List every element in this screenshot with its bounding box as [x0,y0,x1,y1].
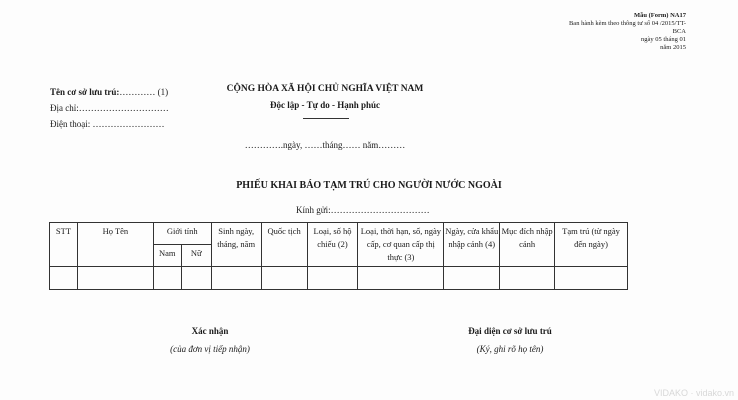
col-nationality: Quốc tịch [261,223,307,267]
phone-field: Điện thoại: …………………… [50,119,165,129]
col-visa: Loại, thời hạn, số, ngày cấp, cơ quan cấp thị thực (3) [358,223,444,267]
col-male: Nam [153,245,181,267]
col-stay: Tạm trú (từ ngày đến ngày) [555,223,628,267]
col-purpose: Mục đích nhập cảnh [500,223,555,267]
col-entry: Ngày, cửa khẩu nhập cảnh (4) [444,223,500,267]
col-gender: Giới tính [153,223,211,245]
form-ref-line3: ngày 05 tháng 01 [641,36,686,43]
confirmation-block [150,326,270,354]
form-ref-line4: năm 2015 [660,44,686,51]
form-reference [569,12,686,52]
national-title: CỘNG HÒA XÃ HỘI CHỦ NGHĨA VIỆT NAM [226,84,424,94]
confirmation-subtitle: (của đơn vị tiếp nhận) [170,344,250,354]
col-dob: Sinh ngày, tháng, năm [211,223,261,267]
cell-visa[interactable] [358,267,444,290]
col-stt: STT [50,223,78,267]
cell-passport[interactable] [307,267,358,290]
representative-title: Đại diện cơ sở lưu trú [468,326,552,336]
declaration-table [49,222,628,290]
cell-entry[interactable] [444,267,500,290]
national-motto: Độc lập - Tự do - Hạnh phúc [269,100,380,110]
cell-stt[interactable] [50,267,78,290]
cell-nationality[interactable] [261,267,307,290]
form-code: Mẫu (Form) NA17 [634,12,686,19]
confirmation-title: Xác nhận [191,326,229,336]
cell-purpose[interactable] [500,267,555,290]
cell-male[interactable] [153,267,181,290]
motto-underline [303,118,349,119]
form-ref-line2: BCA [672,28,686,35]
date-line: ………….ngày, ……tháng…… năm……… [244,140,406,150]
representative-block [440,326,580,354]
accommodation-fill: ………… (1) [119,87,169,97]
accommodation-label: Tên cơ sở lưu trú: [50,87,120,97]
document-title: PHIẾU KHAI BÁO TẠM TRÚ CHO NGƯỜI NƯỚC NGOÀI [236,180,502,191]
address-field: Địa chỉ:………………………… [50,103,169,113]
form-ref-line1: Ban hành kèm theo thông tư số 04 /2015/TT- [568,20,686,27]
table-header-row [50,223,628,245]
cell-dob[interactable] [211,267,261,290]
watermark-text: VIDAKO · vidako.vn [653,388,734,398]
col-female: Nữ [181,245,211,267]
representative-subtitle: (Ký, ghi rõ họ tên) [476,344,544,354]
col-name: Họ Tên [77,223,153,267]
cell-stay[interactable] [555,267,628,290]
greeting-line: Kính gửi:…………………………… [296,205,430,215]
col-passport: Loại, số hộ chiếu (2) [307,223,358,267]
cell-name[interactable] [77,267,153,290]
cell-female[interactable] [181,267,211,290]
table-row [50,267,628,290]
